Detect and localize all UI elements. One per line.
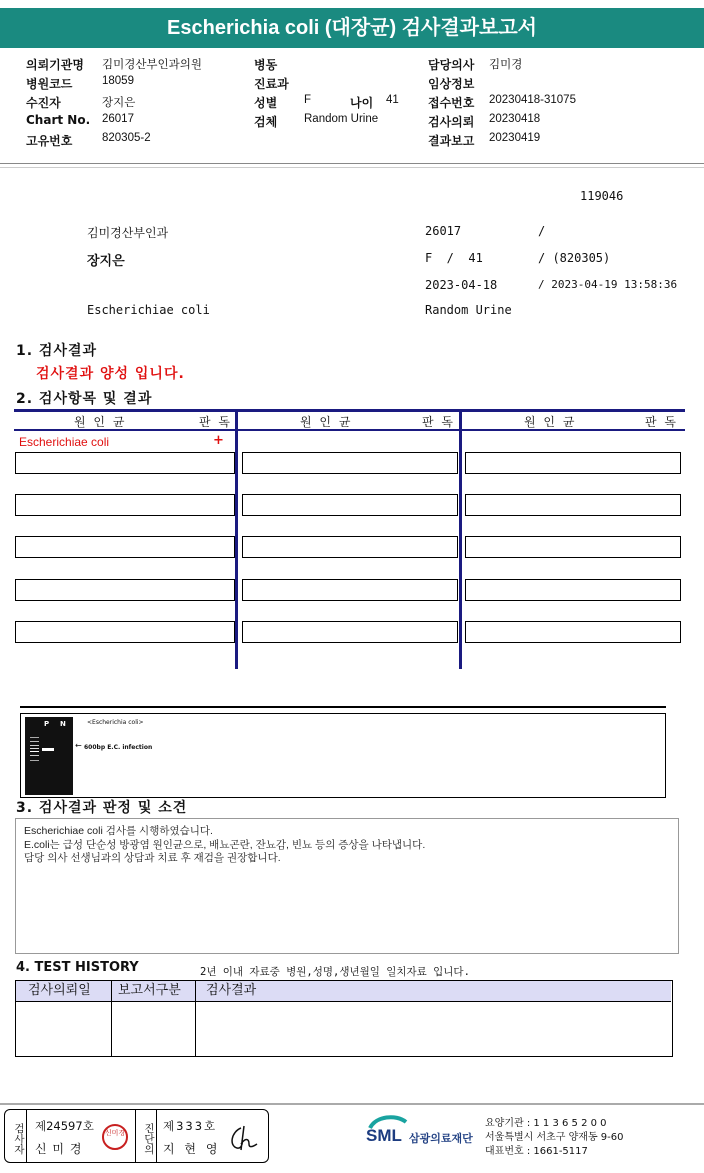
value: 18059: [102, 75, 134, 87]
lab-code: 119046: [580, 189, 624, 203]
label: 진료과: [254, 77, 289, 91]
column-divider: [195, 1002, 196, 1056]
result-box: [242, 579, 458, 601]
opinion-line: E.coli는 급성 단순성 방광염 원인균으로, 배뇨곤란, 잔뇨감, 빈뇨 등의 증상을 나타냅니다.: [24, 838, 426, 851]
lane-p-label: P: [44, 720, 50, 728]
col-judgement: 판 독: [199, 415, 232, 429]
value: 장지은: [102, 97, 136, 109]
divider: [0, 167, 704, 168]
label: 임상정보: [428, 77, 475, 91]
specimen: Random Urine: [425, 303, 512, 317]
label: 수진자: [26, 96, 61, 110]
col-organism: 원 인 균: [524, 415, 577, 429]
col-organism: 원 인 균: [74, 415, 127, 429]
result-positive: 검사결과 양성 입니다.: [36, 366, 185, 382]
label: 병원코드: [26, 77, 73, 91]
seal-stamp: [102, 1124, 128, 1150]
section4-title: 4. TEST HISTORY: [16, 960, 139, 975]
result-box: [465, 621, 681, 643]
approver-number: 제333호: [163, 1119, 218, 1133]
opinion-box: [15, 818, 679, 954]
col-judgement: 판 독: [422, 415, 455, 429]
label: 결과보고: [428, 134, 475, 148]
header-col3: [428, 56, 688, 151]
phone: 대표번호 : 1661-5117: [485, 1146, 588, 1157]
tester-number: 제24597호: [35, 1119, 94, 1133]
institution-number: 요양기관 : 1 1 3 6 5 2 0 0: [485, 1118, 607, 1129]
history-table: [15, 980, 673, 1057]
header-col2: [254, 56, 424, 132]
approver-label: 진단의: [135, 1110, 157, 1162]
label: 고유번호: [26, 134, 73, 148]
ladder-band: [30, 741, 39, 742]
chart-number: 26017: [425, 224, 462, 238]
col-judgement: 판 독: [645, 415, 678, 429]
history-header-date: 검사의뢰일: [16, 981, 112, 1002]
result-box: [15, 621, 235, 643]
result-box: [465, 452, 681, 474]
divider: [0, 163, 704, 164]
result-box: [242, 452, 458, 474]
ladder-band: [30, 751, 39, 752]
value: 20230418-31075: [489, 94, 576, 106]
request-date: 2023-04-18: [425, 278, 498, 292]
ladder-band: [30, 745, 39, 746]
result-box: [465, 536, 681, 558]
result-box: [15, 452, 235, 474]
section3-title: 3. 검사결과 판정 및 소견: [16, 800, 188, 816]
result-judgement: +: [213, 433, 224, 448]
sml-logo: [364, 1114, 479, 1158]
column-divider: [111, 1002, 112, 1056]
header-col1: [26, 56, 256, 151]
institution-info: [485, 1117, 624, 1159]
result-box: [242, 536, 458, 558]
result-box: [465, 579, 681, 601]
lane-n-label: N: [60, 720, 66, 728]
ladder-band: [30, 748, 39, 749]
arrow-icon: ←: [75, 741, 82, 750]
ladder-band: [30, 760, 39, 761]
result-box: [465, 494, 681, 516]
organism-name: Escherichiae coli: [87, 303, 210, 317]
gel-top-line: [20, 706, 666, 708]
age-label: 나이: [350, 96, 374, 110]
address: 서울특별시 서초구 양재동 9-60: [485, 1132, 624, 1143]
birth-date: / (820305): [538, 251, 611, 265]
org-name: 삼광의료재단: [409, 1132, 473, 1145]
result-box: [242, 621, 458, 643]
report-title: Escherichia coli (대장균) 검사결과보고서: [0, 8, 704, 48]
history-header-result: 검사결과: [196, 981, 671, 1002]
tester-name: 신 미 경: [35, 1142, 83, 1156]
value: Random Urine: [304, 113, 379, 125]
label: 담당의사: [428, 58, 475, 72]
opinion-line: Escherichiae coli 검사를 시행하였습니다.: [24, 825, 213, 837]
clinic-name: 김미경산부인과: [87, 226, 169, 240]
ladder-band: [30, 755, 39, 756]
label: 병동: [254, 58, 278, 72]
patient-name: 장지은: [87, 254, 125, 269]
seal-text: 신미경: [104, 1129, 126, 1137]
age-value: 41: [386, 94, 399, 106]
column-divider: [235, 409, 238, 669]
result-box: [242, 494, 458, 516]
value: F: [304, 94, 312, 106]
value: 김미경산부인과의원: [102, 59, 202, 71]
signature-icon: [227, 1122, 263, 1154]
history-note: 2년 이내 자료중 병원,성명,생년월일 일치자료 입니다.: [200, 966, 470, 978]
tester-label: 검사자: [5, 1110, 27, 1162]
value: 820305-2: [102, 132, 151, 144]
result-box: [15, 536, 235, 558]
section2-title: 2. 검사항목 및 결과: [16, 391, 153, 407]
band-label: 600bp E.C. infection: [84, 744, 153, 751]
label: 검사의뢰: [428, 115, 475, 129]
label: 검체: [254, 115, 278, 129]
footer-divider: [0, 1103, 704, 1105]
value: 김미경: [489, 59, 523, 71]
opinion-line: 담당 의사 선생님과의 상담과 치료 후 재검을 권장합니다.: [24, 852, 281, 864]
gel-caption: <Escherichia coli>: [87, 719, 144, 726]
positive-band: [42, 748, 54, 751]
table-top-border: [14, 409, 685, 412]
label: 접수번호: [428, 96, 475, 110]
gel-panel: [20, 713, 666, 798]
ladder-band: [30, 737, 39, 738]
col-organism: 원 인 균: [300, 415, 353, 429]
history-header-type: 보고서구분: [112, 981, 196, 1002]
label: 의뢰기관명: [26, 58, 84, 72]
report-datetime: / 2023-04-19 13:58:36: [538, 278, 678, 291]
sex-age: F / 41: [425, 251, 483, 265]
logo-text: SML: [366, 1126, 402, 1145]
signature-box: [4, 1109, 269, 1163]
label: Chart No.: [26, 113, 91, 127]
label: 성별: [254, 96, 278, 110]
gel-image: [25, 717, 73, 795]
result-box: [15, 579, 235, 601]
column-divider: [459, 409, 462, 669]
approver-name: 지 현 영: [163, 1142, 221, 1156]
result-box: [15, 494, 235, 516]
value: 20230419: [489, 132, 541, 144]
section1-title: 1. 검사결과: [16, 343, 98, 359]
separator: /: [538, 224, 546, 238]
value: 20230418: [489, 113, 541, 125]
result-organism: Escherichiae coli: [19, 435, 110, 449]
value: 26017: [102, 113, 134, 125]
